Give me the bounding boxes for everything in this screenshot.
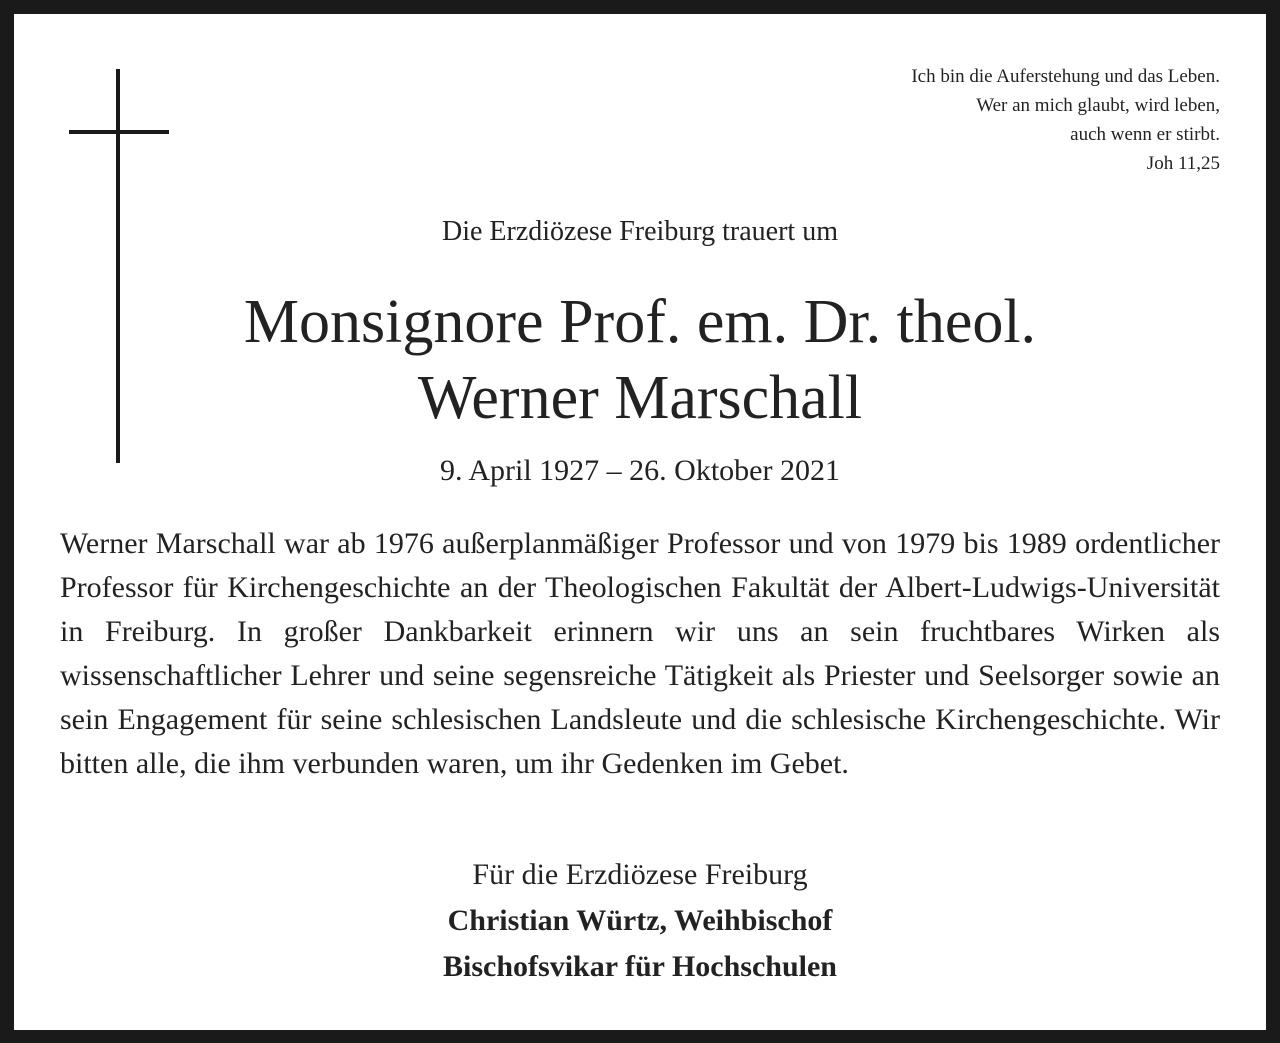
signature-role: Bischofsvikar für Hochschulen <box>443 950 837 983</box>
deceased-title-line: Monsignore Prof. em. Dr. theol. <box>243 288 1037 356</box>
signature-block <box>0 852 1280 990</box>
signature-name: Christian Würtz, Weihbischof <box>447 904 833 937</box>
quote-line: auch wenn er stirbt. <box>1070 124 1220 145</box>
deceased-name <box>0 284 1280 436</box>
quote-line: Wer an mich glaubt, wird leben, <box>976 95 1220 116</box>
signature-on-behalf: Für die Erzdiözese Freiburg <box>472 858 808 891</box>
quote-line: Ich bin die Auferstehung und das Leben. <box>911 66 1220 87</box>
obituary-body: Werner Marschall war ab 1976 außerplanmäßiger Professor und von 1979 bis 1989 ordentlicher Professor für Kirchengeschichte an der Theologischen Fakultät der Albert-Ludwigs-Universität in Freiburg. In großer Dankbarkeit erinnern wir uns an sein fruchtbares Wirken als wissenschaftlicher Lehrer und seine segensreiche Tätigkeit als Priester und Seelsorger sowie an sein Engagement für seine schlesischen Landsleute und die schlesische Kirchengeschichte. Wir bitten alle, die ihm verbunden waren, um ihr Gedenken im Gebet. <box>60 527 1220 780</box>
deceased-name-line: Werner Marschall <box>417 364 863 432</box>
intro-text: Die Erzdiözese Freiburg trauert um <box>441 216 838 247</box>
quote-reference: Joh 11,25 <box>1146 153 1220 174</box>
cross-icon-crossbar <box>69 130 169 134</box>
life-dates: 9. April 1927 – 26. Oktober 2021 <box>440 454 840 487</box>
obituary-card <box>14 14 1266 1030</box>
bible-quote <box>911 62 1220 178</box>
